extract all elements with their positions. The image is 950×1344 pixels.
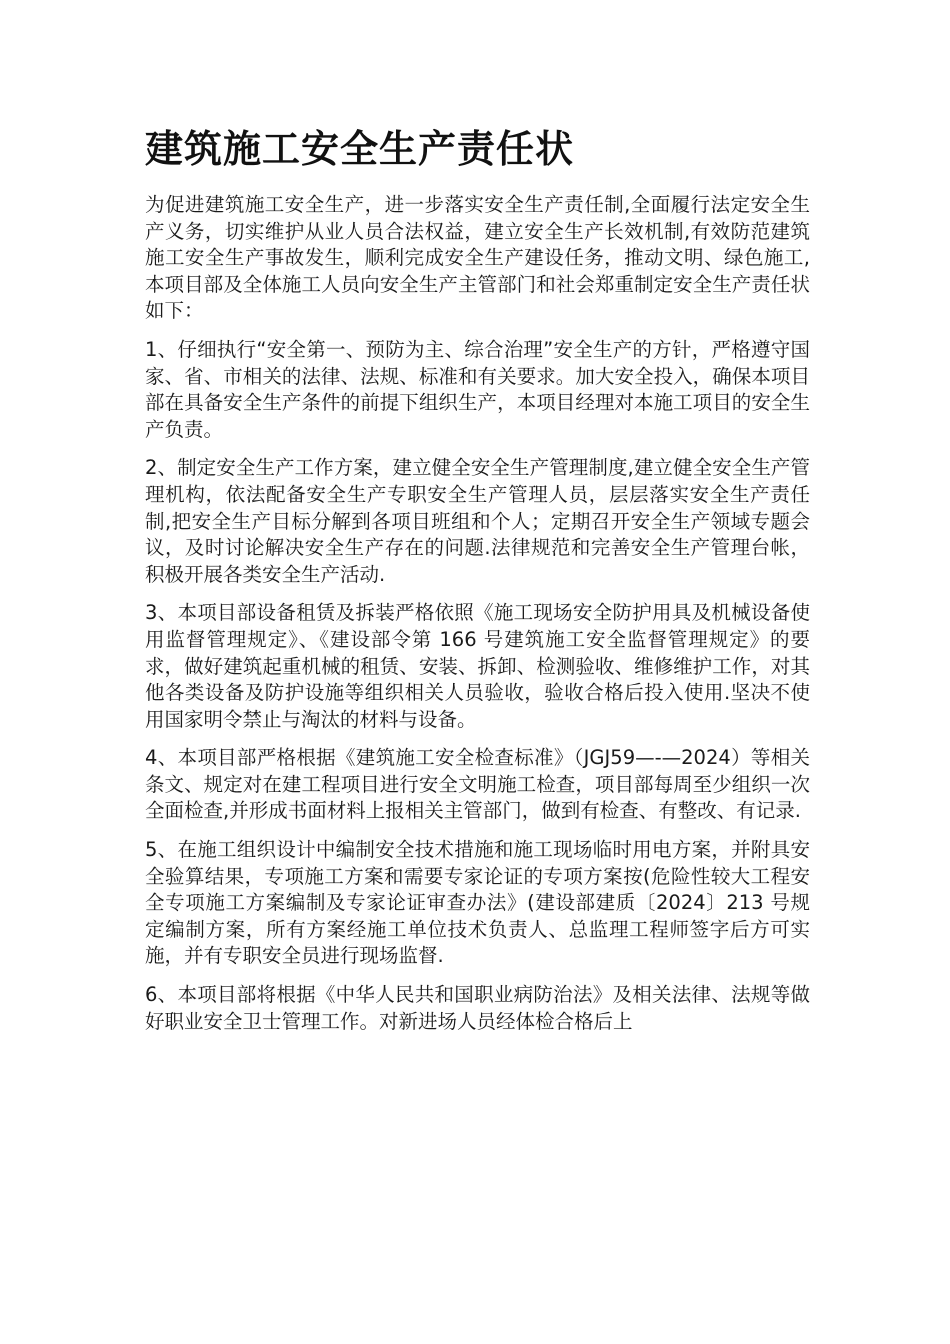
clause-3-paragraph: 3、本项目部设备租赁及拆装严格依照《施工现场安全防护用具及机械设备使用监督管理规定》、《建设部令第 166 号建筑施工安全监督管理规定》的要求，做好建筑起重机械的租赁、安装、拆卸、检测验收、维修维护工作，对其他各类设备及防护设施等组织相关人员验收，验收合格后投入使用.坚决不使用国家明令禁止与淘汰的材料与设备。	[145, 601, 810, 731]
clause-5-paragraph: 5、在施工组织设计中编制安全技术措施和施工现场临时用电方案，并附具安全验算结果，专项施工方案和需要专家论证的专项方案按(危险性较大工程安全专项施工方案编制及专家论证审查办法》(建设部建质〔2024〕213 号规定编制方案，所有方案经施工单位技术负责人、总监理工程师签字后方可实施，并有专职安全员进行现场监督.	[145, 838, 810, 968]
document-page	[145, 118, 810, 1047]
intro-paragraph: 为促进建筑施工安全生产，进一步落实安全生产责任制,全面履行法定安全生产义务，切实维护从业人员合法权益，建立安全生产长效机制,有效防范建筑施工安全生产事故发生，顺利完成安全生产建设任务，推动文明、绿色施工,本项目部及全体施工人员向安全生产主管部门和社会郑重制定安全生产责任状如下：	[145, 193, 810, 323]
clause-6-paragraph: 6、本项目部将根据《中华人民共和国职业病防治法》及相关法律、法规等做好职业安全卫士管理工作。对新进场人员经体检合格后上	[145, 983, 810, 1033]
clause-2-paragraph: 2、制定安全生产工作方案，建立健全安全生产管理制度,建立健全安全生产管理机构，依法配备安全生产专职安全生产管理人员，层层落实安全生产责任制,把安全生产目标分解到各项目班组和个人；定期召开安全生产领域专题会议，及时讨论解决安全生产存在的问题.法律规范和完善安全生产管理台帐，积极开展各类安全生产活动.	[145, 456, 810, 586]
clause-4-paragraph: 4、本项目部严格根据《建筑施工安全检查标准》（JGJ59—-—2024）等相关条文、规定对在建工程项目进行安全文明施工检查，项目部每周至少组织一次全面检查,并形成书面材料上报相关主管部门，做到有检查、有整改、有记录.	[145, 746, 810, 823]
clause-1-paragraph: 1、仔细执行“安全第一、预防为主、综合治理”安全生产的方针，严格遵守国家、省、市相关的法律、法规、标准和有关要求。加大安全投入，确保本项目部在具备安全生产条件的前提下组织生产，本项目经理对本施工项目的安全生产负责。	[145, 337, 810, 441]
document-title: 建筑施工安全生产责任状	[145, 126, 575, 171]
